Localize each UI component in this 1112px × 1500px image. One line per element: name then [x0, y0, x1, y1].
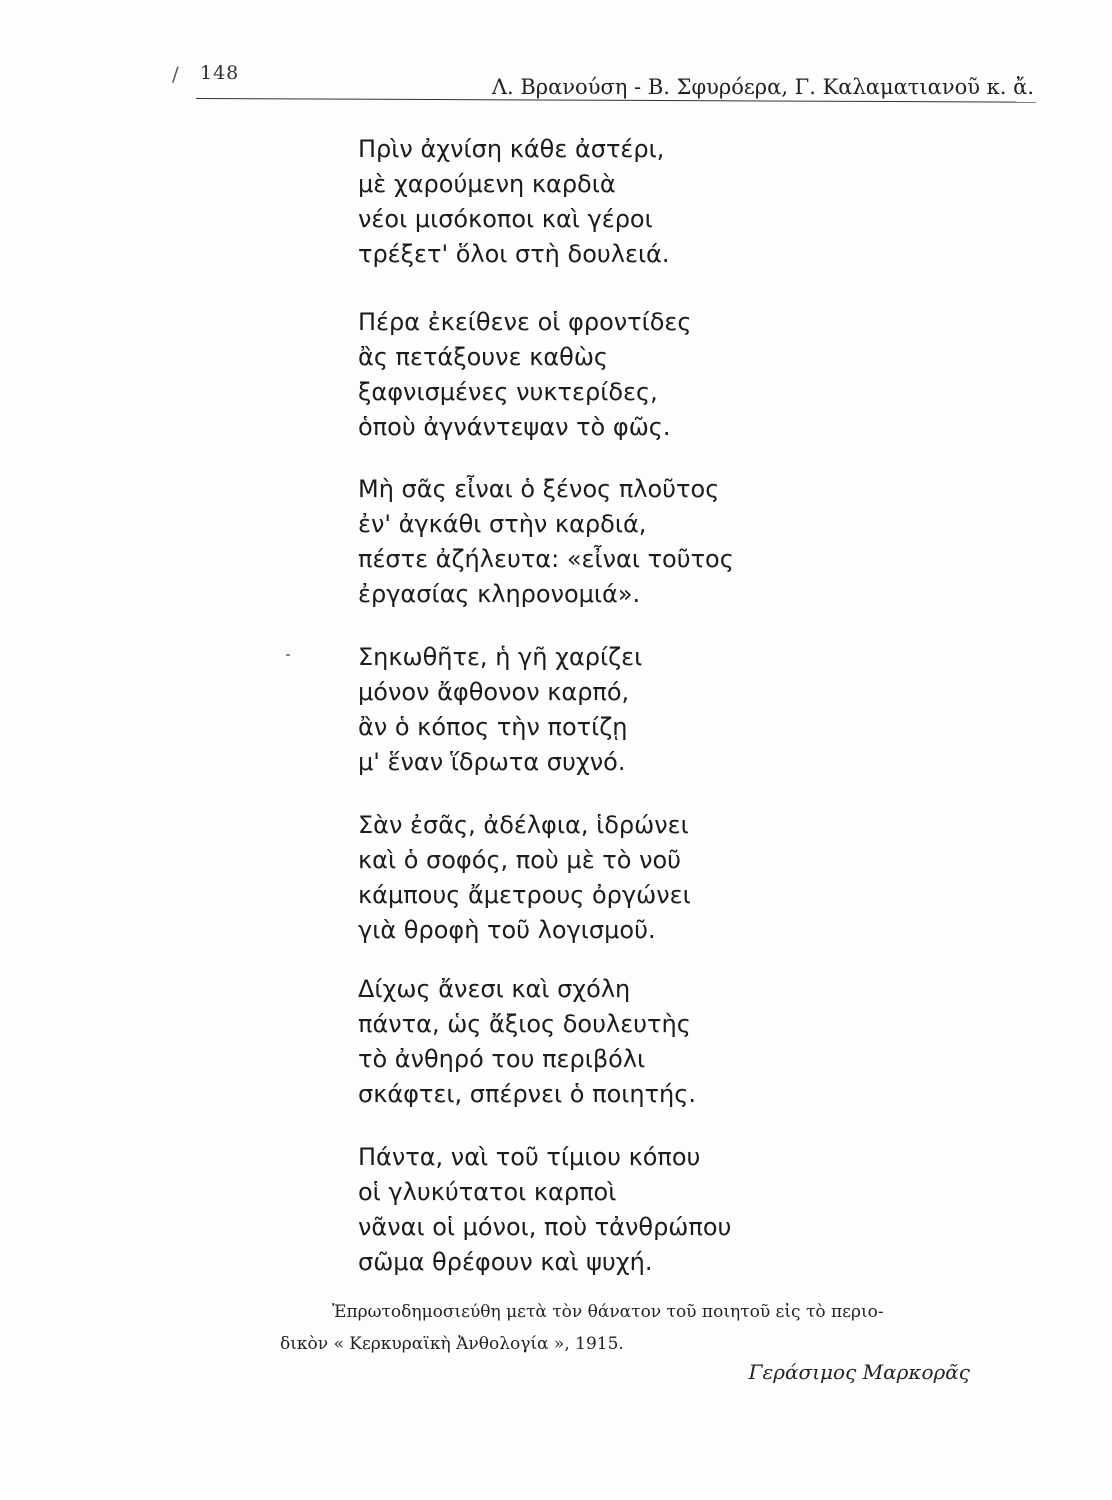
page-number: 148 — [200, 62, 240, 84]
verse: σκάφτει, σπέρνει ὁ ποιητής. — [358, 1080, 696, 1108]
verse: πέστε ἀζήλευτα: «εἶναι τοῦτος — [358, 545, 734, 573]
stanza-3 — [358, 472, 878, 612]
verse: ἐν' ἀγκάθι στὴν καρδιά, — [358, 510, 647, 538]
verse: Μὴ σᾶς εἶναι ὁ ξένος πλοῦτος — [358, 475, 720, 503]
verse: Πρὶν ἀχνίση κάθε ἀστέρι, — [358, 135, 665, 163]
running-head: Λ. Βρανούση - Β. Σφυρόερα, Γ. Καλαματιανοῦ κ. ἄ. — [491, 75, 1034, 99]
verse: καὶ ὁ σοφός, ποὺ μὲ τὸ νοῦ — [358, 846, 682, 874]
stanza-6 — [358, 972, 878, 1112]
verse: μόνον ἄφθονον καρπό, — [358, 678, 630, 706]
verse: ξαφνισμένες νυκτερίδες, — [358, 378, 658, 406]
verse: γιὰ θροφὴ τοῦ λογισμοῦ. — [358, 916, 656, 944]
verse: κάμπους ἄμετρους ὀργώνει — [358, 881, 691, 909]
margin-mark: / — [172, 62, 179, 86]
verse: σῶμα θρέφουν καὶ ψυχή. — [358, 1248, 653, 1276]
footnote-line-1: Ἐπρωτοδημοσιεύθη μετὰ τὸν θάνατον τοῦ ποιητοῦ εἰς τὸ περιο- — [332, 1302, 884, 1322]
verse: ἂν ὁ κόπος τὴν ποτίζῃ — [358, 713, 628, 741]
verse: μ' ἕναν ἵδρωτα συχνό. — [358, 748, 626, 776]
verse: τρέξετ' ὅλοι στὴ δουλειά. — [358, 240, 670, 268]
verse: πάντα, ὡς ἄξιος δουλευτὴς — [358, 1010, 691, 1038]
stanza-1 — [358, 132, 878, 272]
verse: οἱ γλυκύτατοι καρποὶ — [358, 1178, 617, 1206]
stanza-5 — [358, 808, 878, 948]
verse: νᾶναι οἱ μόνοι, ποὺ τἀνθρώπου — [358, 1213, 732, 1241]
verse: Σηκωθῆτε, ἡ γῆ χαρίζει — [358, 643, 643, 671]
author-signature: Γεράσιμος Μαρκορᾶς — [748, 1360, 970, 1384]
verse: μὲ χαρούμενη καρδιὰ — [358, 170, 616, 198]
verse: Δίχως ἄνεσι καὶ σχόλη — [358, 975, 631, 1003]
stanza-4 — [358, 640, 878, 780]
verse: Σὰν ἐσᾶς, ἀδέλφια, ἱδρώνει — [358, 811, 689, 839]
stanza-2 — [358, 305, 878, 445]
footnote — [280, 1296, 1040, 1360]
verse: Πέρα ἐκείθενε οἱ φροντίδες — [358, 308, 692, 336]
verse: ἐργασίας κληρονομιά». — [358, 580, 641, 608]
verse: Πάντα, ναὶ τοῦ τίμιου κόπου — [358, 1143, 701, 1171]
footnote-line-2: δικὸν « Κερκυραϊκὴ Ἀνθολογία », 1915. — [280, 1334, 624, 1354]
stanza-7 — [358, 1140, 878, 1280]
verse: τὸ ἀνθηρό του περιβόλι — [358, 1045, 646, 1073]
verse: ἂς πετάξουνε καθὼς — [358, 343, 609, 371]
verse: ὁποὺ ἀγνάντεψαν τὸ φῶς. — [358, 413, 671, 441]
verse: νέοι μισόκοποι καὶ γέροι — [358, 205, 653, 233]
